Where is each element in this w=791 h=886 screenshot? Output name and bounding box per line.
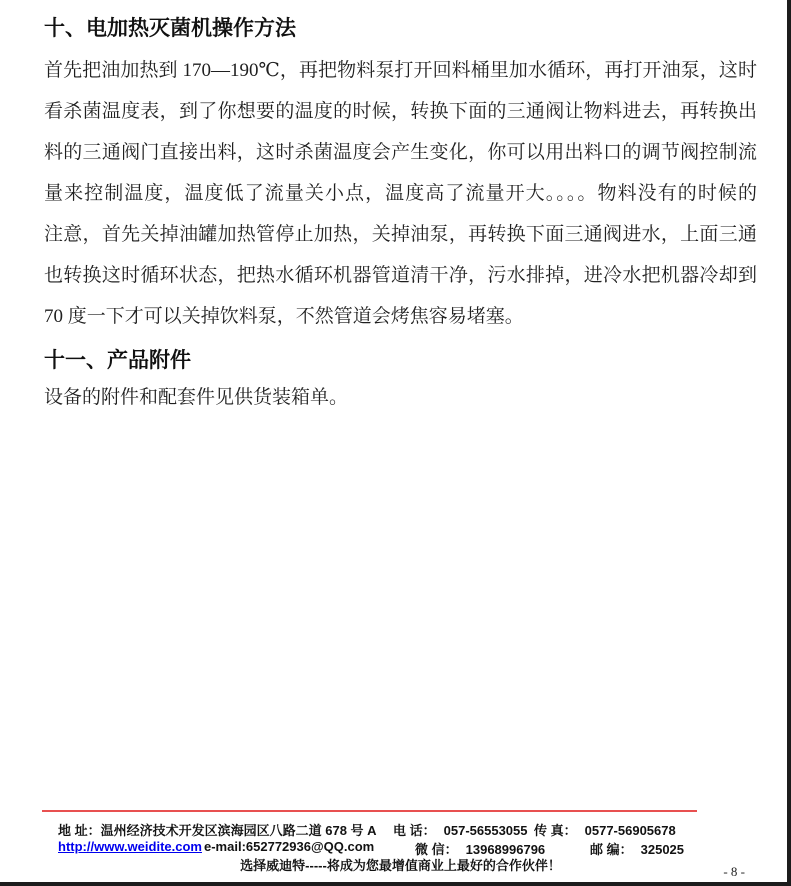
footer-row-online	[44, 839, 757, 855]
wechat-value: 13968996796	[465, 842, 546, 857]
paragraph-line: 也转换这时循环状态，把热水循环机器管道清干净，污水排掉，进冷水把机器冷却到	[44, 265, 757, 286]
footer-row-contact	[44, 820, 757, 836]
paragraph-line: 注意，首先关掉油罐加热管停止加热，关掉油泵，再转换下面三通阀进水，上面三通	[44, 224, 757, 245]
paragraph-line: 70 度一下才可以关掉饮料泵，不然管道会烤焦容易堵塞。	[44, 306, 524, 327]
website-link[interactable]: http://www.weidite.com	[58, 839, 202, 854]
phone-value: 057-56553055	[443, 823, 528, 838]
scan-edge-right	[787, 0, 791, 886]
paragraph-line: 看杀菌温度表，到了你想要的温度的时候，转换下面的三通阀让物料进去，再转换出	[44, 101, 757, 122]
fax-value: 0577-56905678	[584, 823, 676, 838]
section-11-heading: 十一、产品附件	[44, 349, 191, 372]
postcode-value: 325025	[640, 842, 685, 857]
footer-address	[58, 820, 377, 839]
phone-label: 电 话：	[393, 823, 436, 838]
page-footer	[44, 0, 757, 886]
wechat-label: 微 信：	[415, 842, 458, 857]
footer-slogan: 选择威迪特-----将成为您最增值商业上最好的合作伙伴！	[240, 858, 561, 873]
footer-email: e-mail:652772936@QQ.com	[204, 839, 375, 854]
postcode-label: 邮 编：	[590, 842, 633, 857]
paragraph-line: 首先把油加热到 170—190℃，再把物料泵打开回料桶里加水循环，再打开油泵，这时	[44, 60, 757, 81]
scan-edge-bottom	[0, 882, 791, 886]
address-value: 温州经济技术开发区滨海园区八路二道 678 号 A	[100, 823, 377, 838]
footer-fax	[534, 820, 676, 839]
page-number: - 8 -	[723, 864, 745, 879]
fax-label: 传 真：	[534, 823, 577, 838]
section-10-heading: 十、电加热灭菌机操作方法	[44, 17, 296, 40]
paragraph-line: 料的三通阀门直接出料，这时杀菌温度会产生变化，你可以用出料口的调节阀控制流	[44, 142, 757, 163]
section-11-body: 设备的附件和配套件见供货装箱单。	[44, 387, 349, 408]
paragraph-line: 量来控制温度，温度低了流量关小点，温度高了流量开大。。。。物料没有的时候的	[44, 183, 757, 204]
footer-phone	[393, 820, 527, 839]
address-label: 地 址：	[58, 823, 101, 838]
